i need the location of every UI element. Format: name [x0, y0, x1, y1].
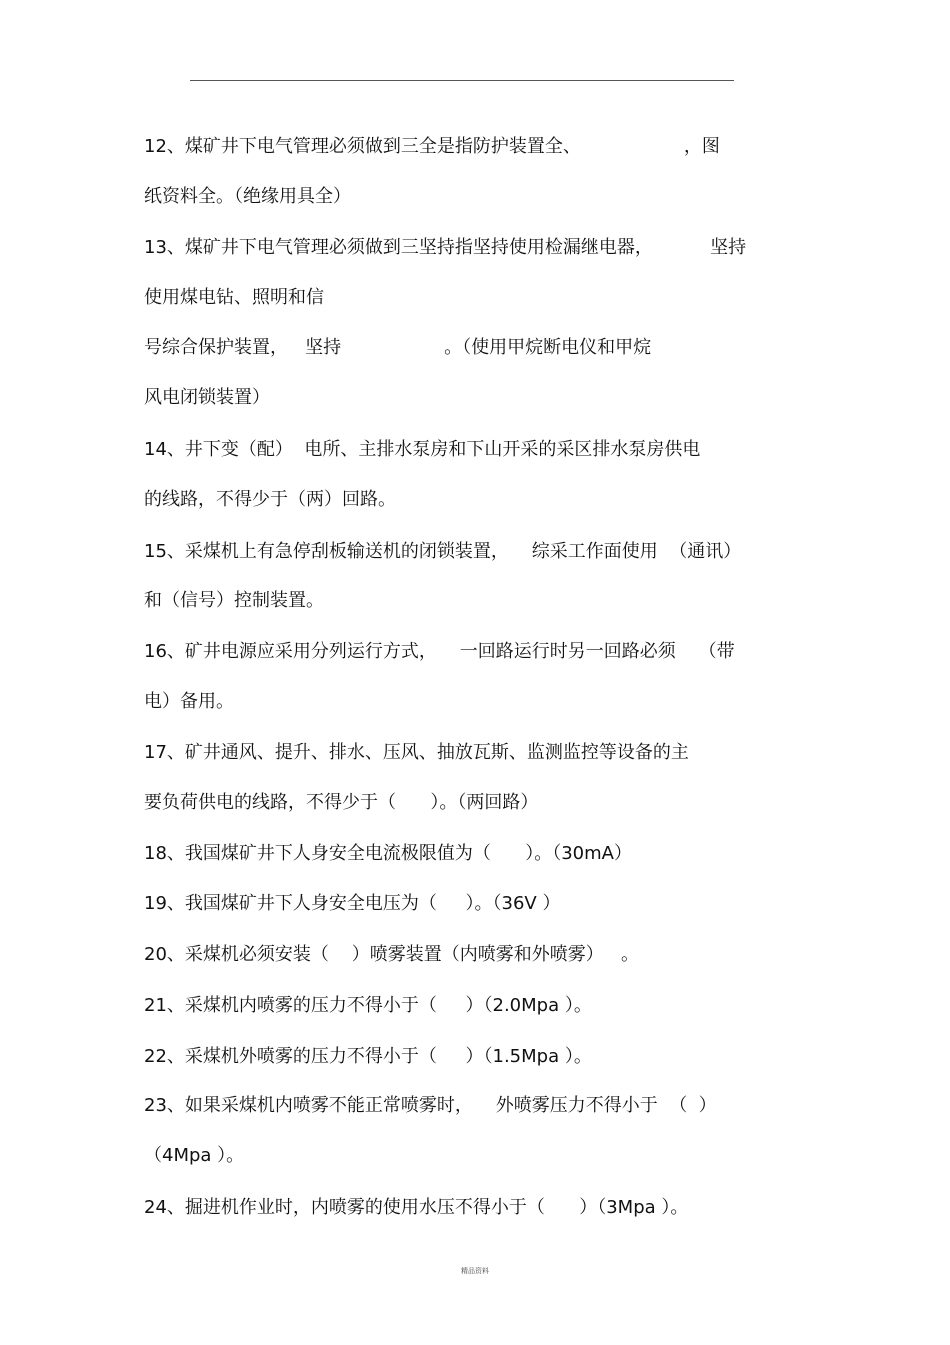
page-footer: 精品资料: [461, 1267, 489, 1275]
text-line: 电）备用。: [144, 691, 234, 712]
text-line: 12、煤矿井下电气管理必须做到三全是指防护装置全、 ，图: [144, 136, 720, 157]
text-line: 和（信号）控制装置。: [144, 590, 324, 611]
text-line: 风电闭锁装置）: [144, 387, 270, 408]
text-line: （4Mpa ）。: [144, 1145, 245, 1166]
text-line: 16、矿井电源应采用分列运行方式， 一回路运行时另一回路必须 （带: [144, 641, 735, 662]
text-line: 要负荷供电的线路，不得少于（ ）。（两回路）: [144, 792, 539, 813]
text-line: 23、如果采煤机内喷雾不能正常喷雾时， 外喷雾压力不得小于 （ ）: [144, 1095, 717, 1116]
text-line: 19、我国煤矿井下人身安全电压为（ ）。（36V ）: [144, 893, 561, 914]
text-line: 使用煤电钻、照明和信: [144, 287, 324, 308]
text-line: 17、矿井通风、提升、排水、压风、抽放瓦斯、监测监控等设备的主: [144, 742, 689, 763]
text-line: 24、掘进机作业时，内喷雾的使用水压不得小于（ ）（3Mpa ）。: [144, 1197, 689, 1218]
text-line: 号综合保护装置， 坚持 。（使用甲烷断电仪和甲烷: [144, 337, 652, 358]
text-line: 21、采煤机内喷雾的压力不得小于（ ）（2.0Mpa ）。: [144, 995, 592, 1016]
text-line: 20、采煤机必须安装（ ）喷雾装置（内喷雾和外喷雾） 。: [144, 944, 639, 965]
header-rule: [190, 80, 734, 81]
text-line: 的线路，不得少于（两）回路。: [144, 489, 396, 510]
text-line: 15、采煤机上有急停刮板输送机的闭锁装置， 综采工作面使用 （通讯）: [144, 541, 742, 562]
text-line: 22、采煤机外喷雾的压力不得小于（ ）（1.5Mpa ）。: [144, 1046, 592, 1067]
text-line: 13、煤矿井下电气管理必须做到三坚持指坚持使用检漏继电器， 坚持: [144, 237, 747, 258]
text-line: 纸资料全。（绝缘用具全）: [144, 186, 351, 207]
text-line: 14、井下变（配） 电所、主排水泵房和下山开采的采区排水泵房供电: [144, 439, 701, 460]
text-line: 18、我国煤矿井下人身安全电流极限值为（ ）。（30mA）: [144, 843, 632, 864]
